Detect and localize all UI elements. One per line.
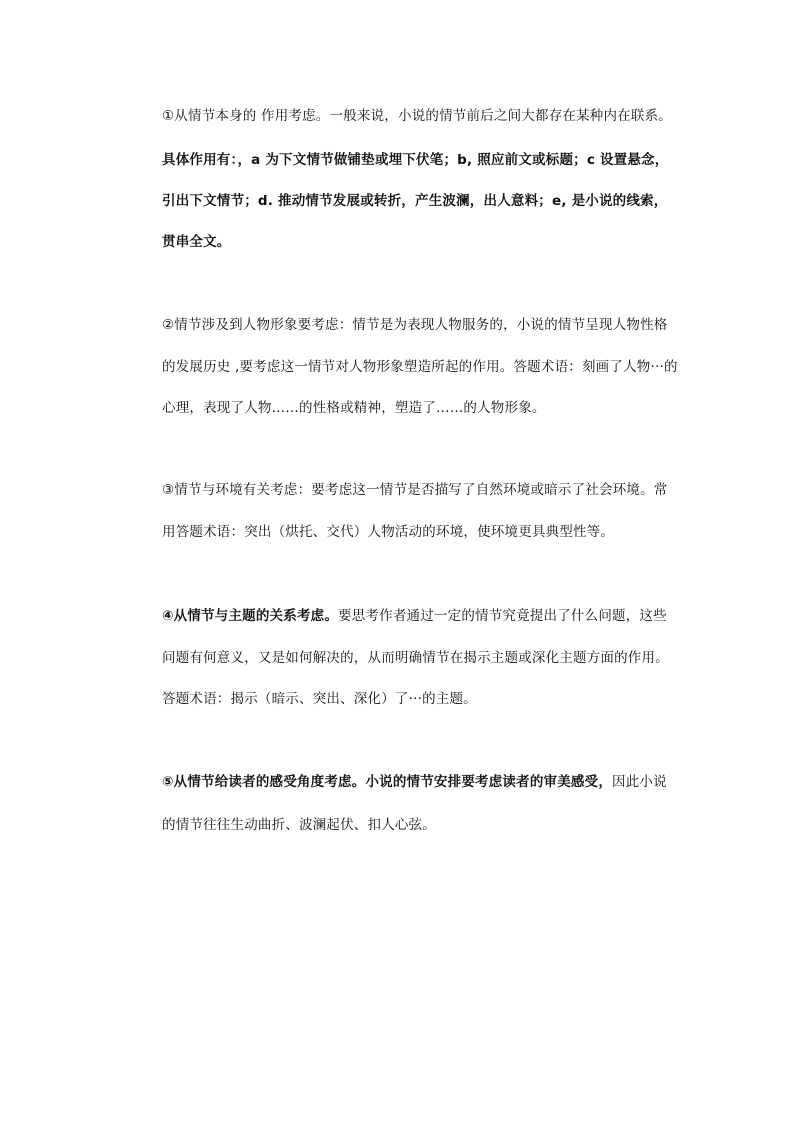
text-run: 引出下文情节；d. 推动情节发展或转折，产生波澜，出人意料；e, 是小说的线索， [162, 193, 668, 209]
paragraph-2-line-1 [162, 315, 702, 335]
text-run-bold: ④从情节与主题的关系考虑。 [162, 608, 339, 624]
text-run: 具体作用有：，a 为下文情节做铺垫或埋下伏笔；b, 照应前文或标题；c 设置悬念， [162, 152, 669, 168]
text-run: ②情节涉及到人物形象要考虑：情节是为表现人物服务的，小说的情节呈现人物性格 [162, 317, 668, 333]
text-run: 心理，表现了人物……的性格或精神，塑造了……的人物形象。 [162, 400, 546, 416]
text-run: ③情节与环境有关考虑：要考虑这一情节是否描写了自然环境或暗示了社会环境。常 [162, 482, 668, 498]
text-run-bold: ⑤从情节给读者的感受角度考虑。小说的情节安排要考虑读者的审美感受， [162, 774, 613, 790]
text-run: 用答题术语：突出（烘托、交代）人物活动的环境，使环境更具典型性等。 [162, 524, 615, 540]
text-run: ①从情节本身的 作用考虑。一般来说，小说的情节前后之间大都存在某种内在联系。 [162, 108, 672, 124]
text-run: 答题术语：揭示（暗示、突出、深化）了···的主题。 [162, 691, 477, 707]
paragraph-2-line-2 [162, 357, 702, 377]
paragraph-1-line-4 [162, 232, 702, 252]
paragraph-3-line-1 [162, 480, 702, 500]
paragraph-2-line-3 [162, 398, 702, 418]
paragraph-3-line-2 [162, 522, 702, 542]
text-run: 贯串全文。 [162, 234, 231, 250]
paragraph-4-line-1 [162, 606, 702, 626]
paragraph-1-line-2 [162, 150, 702, 170]
text-run: 的情节往往生动曲折、波澜起伏、扣人心弦。 [162, 817, 436, 833]
text-run: 的发展历史 ,要考虑这一情节对人物形象塑造所起的作用。答题术语：刻画了人物···的 [162, 359, 678, 375]
paragraph-4-line-3 [162, 689, 702, 709]
paragraph-5-line-1 [162, 772, 702, 792]
paragraph-1-line-1 [162, 106, 702, 126]
text-run: 因此小说 [612, 774, 667, 790]
text-run: 问题有何意义，又是如何解决的，从而明确情节在揭示主题或深化主题方面的作用。 [162, 650, 669, 666]
paragraph-4-line-2 [162, 648, 702, 668]
text-run: 要思考作者通过一定的情节究竟提出了什么问题，这些 [338, 608, 667, 624]
paragraph-5-line-2 [162, 815, 702, 835]
paragraph-1-line-3 [162, 191, 702, 211]
